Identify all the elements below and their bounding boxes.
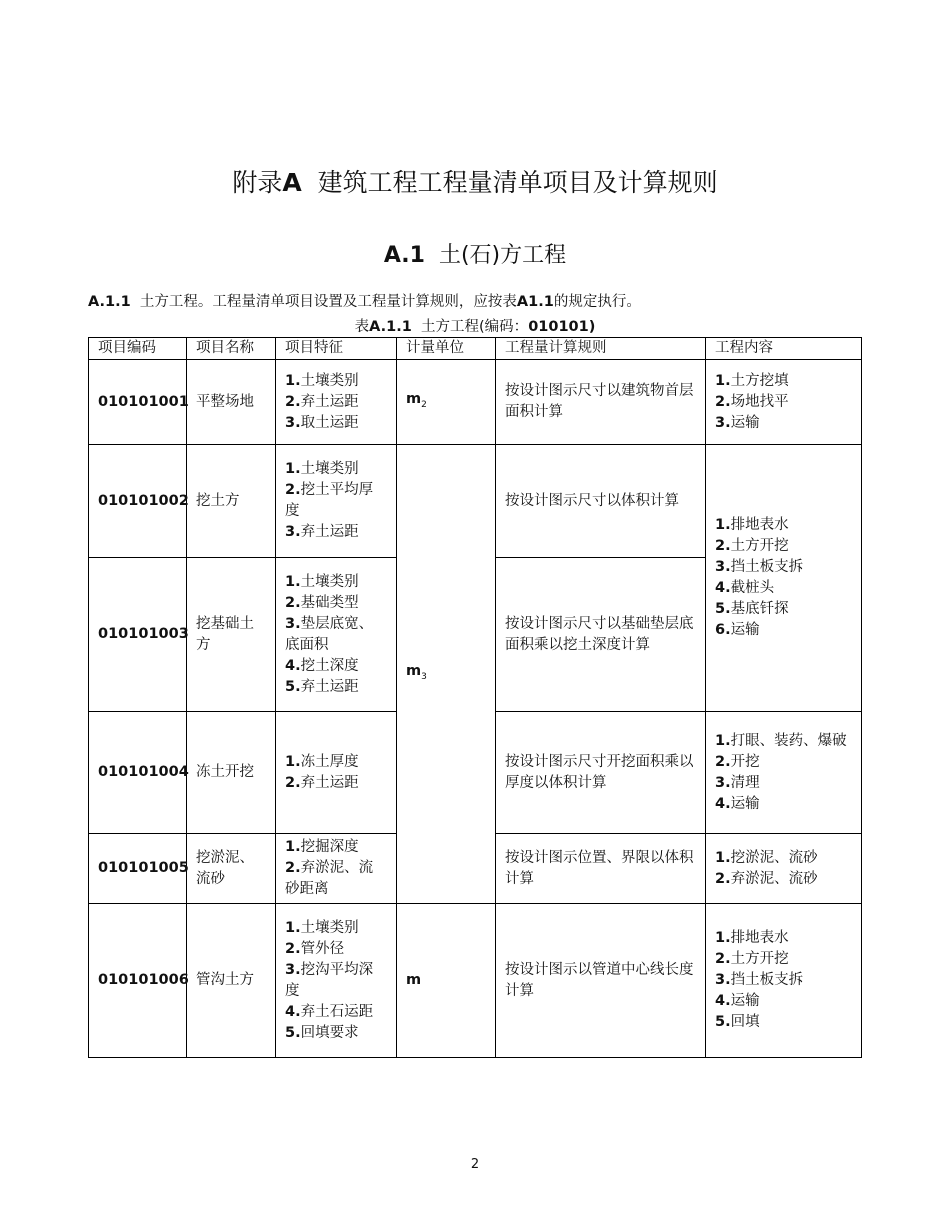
list-item [285, 858, 387, 900]
section-title: A.1 土(石)方工程 [383, 243, 567, 268]
list-item-text: 土壤类别 [300, 919, 359, 936]
list-item-text: 回填 [730, 1014, 760, 1030]
list-item-number: 5. [715, 1014, 731, 1030]
item-code: 010101003 [89, 558, 187, 712]
list-item-number: 5. [715, 601, 731, 617]
item-features [276, 712, 397, 834]
list-item-number: 4. [715, 795, 731, 812]
list-item-text: 冻土厚度 [300, 753, 359, 770]
list-item-number: 1. [285, 919, 301, 936]
list-item-text: 弃淤泥、流砂距离 [285, 860, 374, 897]
list-item-text: 运输 [730, 622, 760, 638]
header-name: 项目名称 [187, 338, 276, 360]
list-item-text: 土方开挖 [730, 951, 789, 967]
header-features: 项目特征 [276, 338, 397, 360]
item-features [276, 558, 397, 712]
item-rule: 按设计图示尺寸以建筑物首层面积计算 [496, 360, 706, 445]
item-features [276, 445, 397, 558]
list-item [715, 599, 852, 620]
list-item-number: 5. [285, 1024, 301, 1041]
list-item [285, 614, 387, 656]
item-features [276, 904, 397, 1058]
item-name: 冻土开挖 [187, 712, 276, 834]
list-item [715, 1012, 852, 1033]
list-item-text: 挖土平均厚度 [285, 482, 374, 519]
list-item-text: 管外径 [300, 940, 345, 957]
list-item [715, 991, 852, 1012]
list-item-number: 4. [715, 993, 731, 1009]
list-item [285, 677, 387, 698]
item-name: 管沟土方 [187, 904, 276, 1058]
list-item [715, 869, 852, 890]
item-rule: 按设计图示位置、界限以体积计算 [496, 834, 706, 904]
intro-paragraph: A.1.1 土方工程。工程量清单项目设置及工程量计算规则，应按表A1.1的规定执行。 [88, 294, 641, 310]
list-item [285, 459, 387, 480]
page-title: 附录A 建筑工程工程量清单项目及计算规则 [232, 168, 718, 197]
item-name: 挖土方 [187, 445, 276, 558]
list-item-text: 弃土运距 [300, 524, 359, 540]
list-item-number: 5. [285, 678, 301, 695]
list-item [715, 928, 852, 949]
list-item [715, 949, 852, 970]
item-code: 010101004 [89, 712, 187, 834]
list-item-number: 2. [715, 753, 731, 770]
item-content [706, 445, 862, 712]
item-rule: 按设计图示尺寸开挖面积乘以厚度以体积计算 [496, 712, 706, 834]
list-item-text: 截桩头 [730, 580, 775, 596]
bill-of-quantities-table [88, 337, 862, 1058]
list-item-number: 1. [715, 849, 731, 866]
list-item [285, 960, 387, 1002]
item-code: 010101005 [89, 834, 187, 904]
list-item-text: 运输 [730, 993, 760, 1009]
list-item [715, 371, 852, 392]
item-code: 010101006 [89, 904, 187, 1058]
list-item-text: 挡土板支拆 [730, 972, 804, 988]
list-item-text: 弃土运距 [300, 678, 359, 695]
list-item-number: 1. [285, 461, 301, 477]
list-item-text: 弃土石运距 [300, 1003, 374, 1020]
list-item-number: 2. [715, 870, 731, 887]
header-code: 项目编码 [89, 338, 187, 360]
list-item-text: 排地表水 [730, 930, 789, 946]
list-item-text: 弃淤泥、流砂 [730, 870, 818, 887]
page-number: 2 [470, 1157, 480, 1172]
list-item [285, 1002, 387, 1023]
list-item [285, 773, 387, 794]
item-features [276, 834, 397, 904]
list-item-number: 4. [285, 657, 301, 674]
list-item-text: 土方开挖 [730, 538, 789, 554]
list-item-number: 3. [715, 774, 731, 791]
list-item [715, 620, 852, 641]
list-item-text: 垫层底宽、底面积 [285, 615, 374, 653]
header-unit: 计量单位 [397, 338, 496, 360]
list-item-number: 2. [285, 774, 301, 791]
list-item-number: 1. [285, 372, 301, 389]
list-item [715, 794, 852, 815]
list-item-number: 2. [715, 538, 731, 554]
list-item [285, 572, 387, 593]
item-name: 平整场地 [187, 360, 276, 445]
list-item [715, 536, 852, 557]
list-item-number: 3. [715, 559, 731, 575]
list-item-number: 3. [285, 961, 301, 978]
header-content: 工程内容 [706, 338, 862, 360]
list-item-number: 6. [715, 622, 731, 638]
list-item-text: 挖沟平均深度 [285, 961, 374, 999]
list-item [285, 656, 387, 677]
list-item [285, 480, 387, 522]
list-item-text: 挖掘深度 [300, 839, 359, 855]
list-item [285, 522, 387, 543]
list-item-text: 土壤类别 [300, 461, 359, 477]
list-item [285, 593, 387, 614]
list-item-text: 运输 [730, 414, 760, 431]
list-item-text: 基础类型 [300, 594, 359, 611]
list-item [715, 578, 852, 599]
item-rule: 按设计图示以管道中心线长度计算 [496, 904, 706, 1058]
table-row [89, 445, 862, 558]
item-content [706, 904, 862, 1058]
list-item [285, 918, 387, 939]
list-item-text: 土壤类别 [300, 573, 359, 590]
list-item-text: 场地找平 [730, 393, 789, 410]
list-item-number: 1. [715, 372, 731, 389]
item-unit: $m_3$ [397, 445, 496, 904]
list-item [285, 939, 387, 960]
list-item [715, 413, 852, 434]
table-caption: 表A.1.1 土方工程(编码：010101) [354, 319, 596, 335]
list-item-number: 3. [715, 972, 731, 988]
list-item-text: 土方挖填 [730, 372, 789, 389]
list-item [715, 731, 852, 752]
list-item-text: 开挖 [730, 753, 760, 770]
list-item-number: 2. [715, 951, 731, 967]
list-item [285, 392, 387, 413]
item-name: 挖基础土方 [187, 558, 276, 712]
item-content [706, 834, 862, 904]
item-unit: m [397, 904, 496, 1058]
item-code: 010101002 [89, 445, 187, 558]
list-item-number: 2. [285, 482, 301, 498]
list-item-text: 基底钎探 [730, 601, 789, 617]
item-features [276, 360, 397, 445]
list-item-number: 3. [285, 615, 301, 632]
list-item-text: 弃土运距 [300, 393, 359, 410]
list-item-number: 4. [285, 1003, 301, 1020]
list-item [285, 1023, 387, 1044]
list-item [285, 413, 387, 434]
header-rule: 工程量计算规则 [496, 338, 706, 360]
list-item-text: 清理 [730, 774, 760, 791]
list-item-text: 土壤类别 [300, 372, 359, 389]
list-item-number: 2. [285, 860, 301, 876]
item-unit: $m_2$ [397, 360, 496, 445]
list-item-number: 1. [285, 839, 301, 855]
list-item-number: 2. [285, 940, 301, 957]
list-item-number: 3. [285, 414, 301, 431]
list-item [715, 848, 852, 869]
list-item-number: 1. [715, 930, 731, 946]
list-item [285, 371, 387, 392]
item-rule: 按设计图示尺寸以基础垫层底面积乘以挖土深度计算 [496, 558, 706, 712]
item-code: 010101001 [89, 360, 187, 445]
list-item [715, 515, 852, 536]
list-item-number: 4. [715, 580, 731, 596]
item-name: 挖淤泥、流砂 [187, 834, 276, 904]
list-item-number: 3. [285, 524, 301, 540]
item-rule: 按设计图示尺寸以体积计算 [496, 445, 706, 558]
list-item-text: 排地表水 [730, 517, 789, 533]
table-header-row [89, 338, 862, 360]
list-item-text: 打眼、装药、爆破 [730, 732, 847, 749]
list-item-number: 2. [715, 393, 731, 410]
list-item-text: 弃土运距 [300, 774, 359, 791]
list-item [285, 752, 387, 773]
list-item-number: 1. [715, 517, 731, 533]
list-item [715, 773, 852, 794]
list-item-number: 3. [715, 414, 731, 431]
list-item [715, 752, 852, 773]
list-item-number: 2. [285, 393, 301, 410]
list-item-number: 1. [285, 573, 301, 590]
list-item-number: 2. [285, 594, 301, 611]
list-item-text: 挖淤泥、流砂 [730, 849, 818, 866]
list-item-number: 1. [715, 732, 731, 749]
list-item [715, 970, 852, 991]
table-row [89, 904, 862, 1058]
list-item-text: 运输 [730, 795, 760, 812]
item-content [706, 360, 862, 445]
list-item-text: 取土运距 [300, 414, 359, 431]
list-item-number: 1. [285, 753, 301, 770]
item-content [706, 712, 862, 834]
list-item-text: 回填要求 [300, 1024, 359, 1041]
list-item-text: 挡土板支拆 [730, 559, 804, 575]
list-item [715, 392, 852, 413]
list-item [715, 557, 852, 578]
table-row [89, 360, 862, 445]
list-item [285, 837, 387, 858]
list-item-text: 挖土深度 [300, 657, 359, 674]
